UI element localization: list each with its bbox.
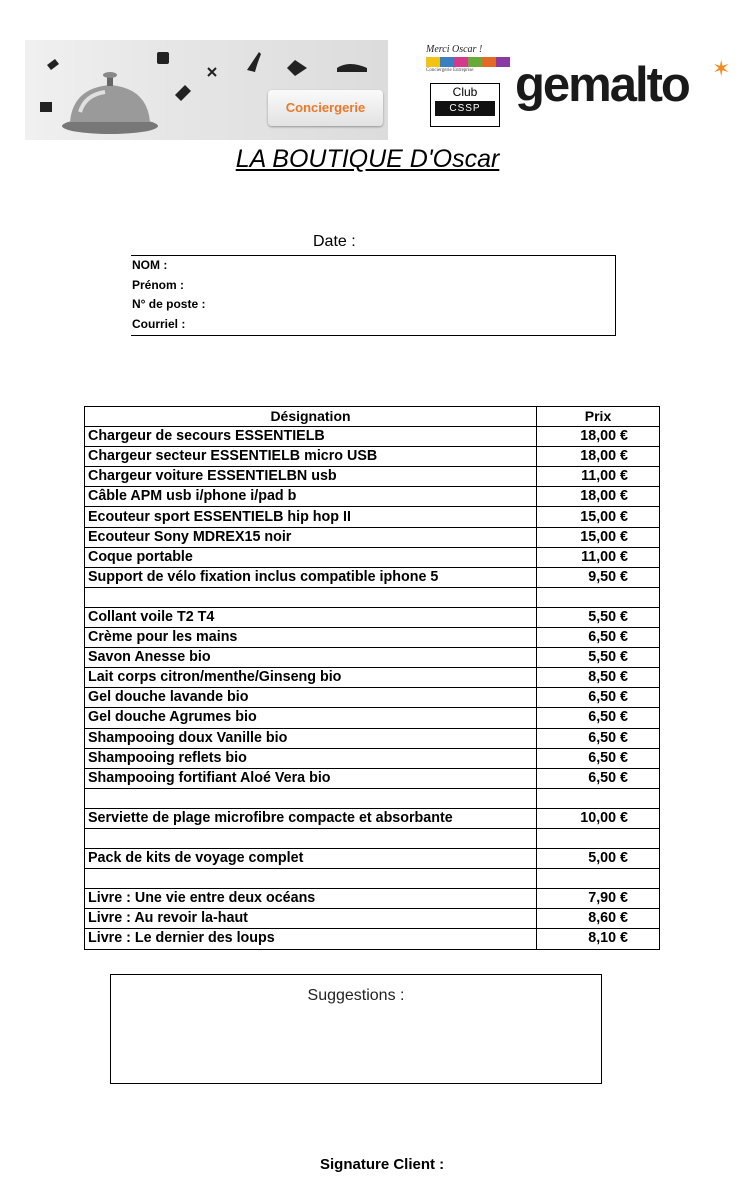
page-title: LA BOUTIQUE D'Oscar (235, 145, 500, 173)
product-price: 18,00 € (537, 427, 660, 447)
table-row (85, 427, 660, 447)
product-designation: Crème pour les mains (85, 628, 537, 648)
product-designation (85, 828, 537, 848)
product-designation: Pack de kits de voyage complet (85, 849, 537, 869)
prenom-field: Prénom : (132, 277, 185, 292)
table-row (85, 828, 660, 848)
table-row (85, 648, 660, 668)
courriel-field: Courriel : (132, 316, 186, 331)
suggestions-label: Suggestions : (307, 987, 405, 1004)
product-price-table (84, 406, 660, 950)
merci-oscar-logo (426, 44, 510, 73)
scissors-icon (208, 68, 216, 76)
product-price: 8,50 € (537, 668, 660, 688)
product-price: 5,50 € (537, 648, 660, 668)
table-row (85, 929, 660, 949)
table-row (85, 668, 660, 688)
product-price: 6,50 € (537, 768, 660, 788)
table-row (85, 567, 660, 587)
bag-icon (157, 52, 169, 64)
product-price: 5,00 € (537, 849, 660, 869)
gemalto-logo: gemalto (515, 58, 689, 112)
merci-oscar-tagline: Conciergerie Entreprise (426, 68, 474, 73)
table-row (85, 788, 660, 808)
table-row (85, 628, 660, 648)
table-header-row (85, 407, 660, 427)
conciergerie-banner (25, 40, 388, 140)
product-designation: Collant voile T2 T4 (85, 607, 537, 627)
suggestions-box (110, 974, 602, 1084)
table-row (85, 748, 660, 768)
gift-icon (40, 102, 52, 112)
merci-oscar-color-strip (426, 57, 510, 67)
product-price (537, 788, 660, 808)
product-price (537, 828, 660, 848)
product-designation: Câble APM usb i/phone i/pad b (85, 487, 537, 507)
product-price: 18,00 € (537, 487, 660, 507)
product-designation: Ecouteur Sony MDREX15 noir (85, 527, 537, 547)
product-price: 18,00 € (537, 447, 660, 467)
gemalto-star-icon: ✶ (712, 56, 731, 81)
bouquet-icon (47, 59, 59, 70)
product-price (537, 587, 660, 607)
product-price: 10,00 € (537, 808, 660, 828)
product-designation (85, 587, 537, 607)
product-designation (85, 788, 537, 808)
product-designation: Chargeur secteur ESSENTIELB micro USB (85, 447, 537, 467)
table-row (85, 808, 660, 828)
product-designation: Livre : Le dernier des loups (85, 929, 537, 949)
table-row (85, 587, 660, 607)
product-designation: Gel douche lavande bio (85, 688, 537, 708)
product-designation: Lait corps citron/menthe/Ginseng bio (85, 668, 537, 688)
car-icon (337, 64, 367, 72)
product-designation: Savon Anesse bio (85, 648, 537, 668)
product-price: 15,00 € (537, 527, 660, 547)
product-price: 6,50 € (537, 628, 660, 648)
service-bell-icon (62, 72, 158, 134)
conciergerie-button: Conciergerie (268, 90, 383, 126)
shoe-icon (247, 52, 261, 72)
signature-label: Signature Client : (320, 1156, 445, 1173)
date-label: Date : (313, 233, 356, 250)
poste-field: N° de poste : (132, 297, 206, 311)
product-price: 6,50 € (537, 748, 660, 768)
table-row (85, 708, 660, 728)
customer-info-box (131, 255, 616, 336)
designation-header: Désignation (85, 407, 537, 427)
product-price: 11,00 € (537, 467, 660, 487)
product-designation: Shampooing reflets bio (85, 748, 537, 768)
product-price: 11,00 € (537, 547, 660, 567)
table-row (85, 527, 660, 547)
table-row (85, 507, 660, 527)
table-row (85, 607, 660, 627)
product-price: 5,50 € (537, 607, 660, 627)
product-designation: Support de vélo fixation inclus compatible iphone 5 (85, 567, 537, 587)
product-price: 9,50 € (537, 567, 660, 587)
product-designation: Livre : Au revoir la-haut (85, 909, 537, 929)
envelope-icon (287, 60, 307, 76)
product-price (537, 869, 660, 889)
product-designation: Chargeur de secours ESSENTIELB (85, 427, 537, 447)
product-designation (85, 869, 537, 889)
table-row (85, 869, 660, 889)
product-price: 8,60 € (537, 909, 660, 929)
table-row (85, 447, 660, 467)
product-designation: Gel douche Agrumes bio (85, 708, 537, 728)
table-row (85, 889, 660, 909)
table-row (85, 728, 660, 748)
table-row (85, 487, 660, 507)
product-price: 6,50 € (537, 688, 660, 708)
product-price: 8,10 € (537, 929, 660, 949)
nom-field: NOM : (132, 258, 168, 272)
club-cssp-logo (430, 83, 500, 127)
table-row (85, 909, 660, 929)
product-price: 6,50 € (537, 728, 660, 748)
product-designation: Serviette de plage microfibre compacte et absorbante (85, 808, 537, 828)
product-designation: Coque portable (85, 547, 537, 567)
table-row (85, 849, 660, 869)
table-row (85, 688, 660, 708)
merci-oscar-text: Merci Oscar ! (426, 44, 483, 55)
product-price: 7,90 € (537, 889, 660, 909)
prix-header: Prix (537, 407, 660, 427)
product-designation: Ecouteur sport ESSENTIELB hip hop II (85, 507, 537, 527)
table-row (85, 768, 660, 788)
product-price: 15,00 € (537, 507, 660, 527)
product-designation: Chargeur voiture ESSENTIELBN usb (85, 467, 537, 487)
table-row (85, 467, 660, 487)
table-row (85, 547, 660, 567)
product-designation: Shampooing fortifiant Aloé Vera bio (85, 768, 537, 788)
product-price: 6,50 € (537, 708, 660, 728)
product-designation: Shampooing doux Vanille bio (85, 728, 537, 748)
iron-icon (175, 85, 191, 101)
club-label: Club (452, 85, 478, 99)
product-designation: Livre : Une vie entre deux océans (85, 889, 537, 909)
club-badge: CSSP (435, 101, 495, 116)
